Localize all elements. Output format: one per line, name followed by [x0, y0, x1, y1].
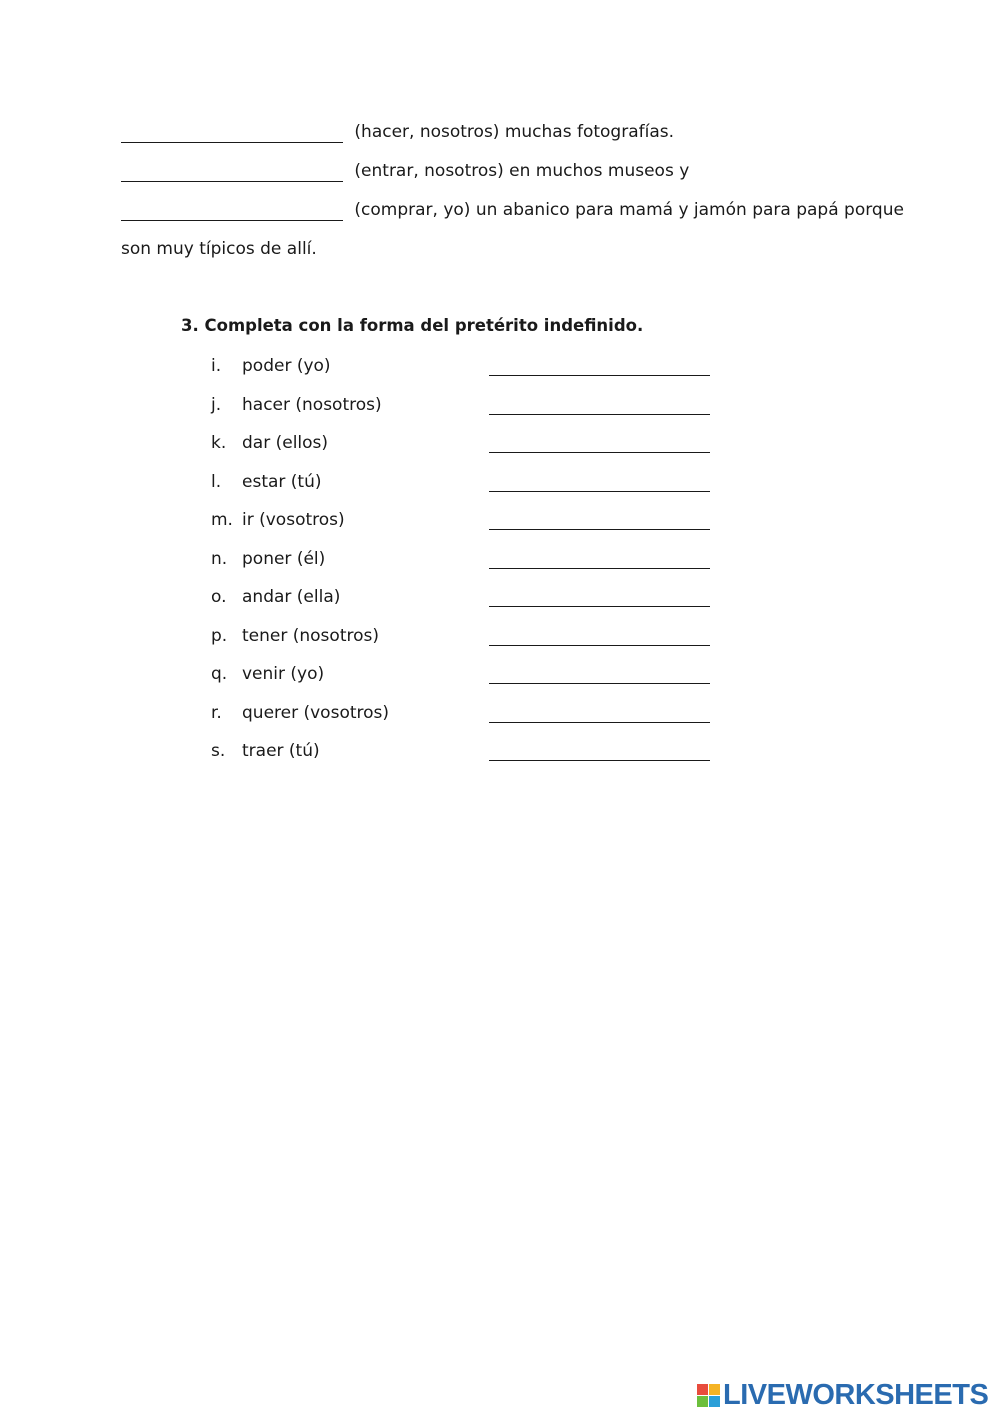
logo-mark-icon [697, 1384, 720, 1407]
item-letter: l. [211, 471, 222, 492]
sentence-comprar [121, 200, 904, 221]
answer-input[interactable] [489, 433, 710, 453]
item-verb: ir (vosotros) [242, 510, 345, 530]
answer-input[interactable] [489, 664, 710, 684]
logo-square [709, 1384, 720, 1395]
item-letter: k. [211, 433, 227, 453]
answer-input[interactable] [489, 587, 710, 607]
answer-input[interactable] [489, 626, 710, 646]
answer-input[interactable] [489, 549, 710, 569]
logo-square [709, 1396, 720, 1407]
answer-input[interactable] [489, 510, 710, 530]
answer-input[interactable] [489, 472, 710, 492]
item-verb: poner (él) [242, 548, 326, 569]
sentence-text: (entrar, nosotros) en muchos museos y [354, 161, 690, 181]
answer-input[interactable] [489, 395, 710, 415]
item-verb: hacer (nosotros) [242, 394, 382, 415]
answer-input[interactable] [489, 703, 710, 723]
item-verb: poder (yo) [242, 356, 331, 376]
item-letter: j. [211, 394, 222, 415]
item-verb: querer (vosotros) [242, 702, 390, 723]
blank-comprar[interactable] [121, 202, 343, 221]
item-letter: s. [211, 741, 226, 761]
item-letter: r. [211, 702, 222, 723]
item-letter: o. [211, 587, 227, 607]
item-letter: m. [211, 510, 233, 530]
blank-entrar[interactable] [121, 163, 343, 182]
blank-hacer[interactable] [121, 124, 343, 143]
item-verb: dar (ellos) [242, 433, 329, 453]
sentence-text: (comprar, yo) un abanico para mamá y jamón para papá porque [354, 200, 904, 220]
item-verb: andar (ella) [242, 587, 341, 607]
item-letter: n. [211, 548, 228, 569]
item-verb: traer (tú) [242, 741, 320, 761]
logo-square [697, 1396, 708, 1407]
answer-input[interactable] [489, 741, 710, 761]
sentence-text: (hacer, nosotros) muchas fotografías. [354, 122, 675, 142]
item-letter: p. [211, 625, 228, 646]
item-verb: tener (nosotros) [242, 625, 379, 646]
item-letter: i. [211, 356, 222, 376]
item-letter: q. [211, 664, 228, 684]
sentence-entrar [121, 161, 689, 182]
liveworksheets-logo [697, 1378, 988, 1412]
item-verb: estar (tú) [242, 471, 322, 492]
answer-input[interactable] [489, 356, 710, 376]
sentence-hacer [121, 122, 674, 143]
logo-text: LIVEWORKSHEETS [723, 1378, 989, 1411]
exercise-3-title: 3. Completa con la forma del pretérito indefinido. [181, 316, 644, 335]
item-verb: venir (yo) [242, 664, 325, 684]
logo-square [697, 1384, 708, 1395]
sentence-continuation: son muy típicos de allí. [121, 239, 317, 259]
